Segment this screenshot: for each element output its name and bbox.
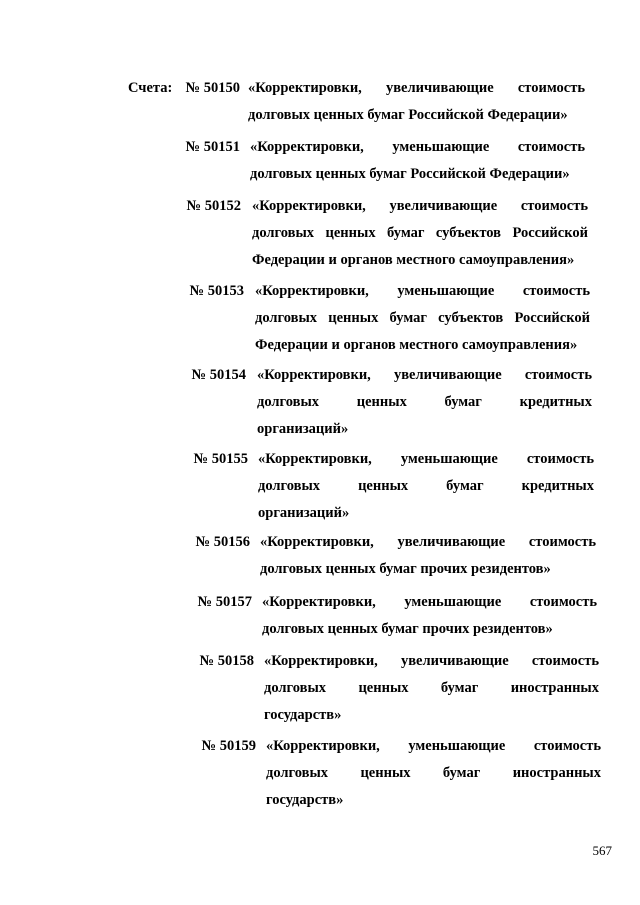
description-line: государств» xyxy=(266,792,344,808)
description-line: долговых ценных бумаг иностранных xyxy=(266,765,601,781)
account-description xyxy=(250,134,585,188)
account-description xyxy=(257,362,592,443)
description-line: «Корректировки, увеличивающие стоимость xyxy=(252,198,588,214)
description-line: «Корректировки, уменьшающие стоимость xyxy=(250,139,585,155)
description-line: «Корректировки, уменьшающие стоимость xyxy=(262,594,597,610)
account-description xyxy=(266,733,601,814)
description-line: долговых ценных бумаг Российской Федерации» xyxy=(250,166,570,182)
account-description xyxy=(255,278,590,359)
accounts-prefix: Счета: xyxy=(128,80,173,96)
description-line: долговых ценных бумаг субъектов Российской xyxy=(255,310,590,326)
description-line: организаций» xyxy=(257,421,349,437)
account-description xyxy=(262,589,597,643)
description-line: «Корректировки, увеличивающие стоимость xyxy=(264,653,599,669)
description-line: долговых ценных бумаг иностранных xyxy=(264,680,599,696)
description-line: долговых ценных бумаг кредитных xyxy=(258,478,594,494)
description-line: долговых ценных бумаг прочих резидентов» xyxy=(262,621,553,637)
account-number: № 50158 xyxy=(199,653,254,669)
description-line: «Корректировки, увеличивающие стоимость xyxy=(257,367,592,383)
account-description xyxy=(264,648,599,729)
description-line: Федерации и органов местного самоуправления» xyxy=(252,252,575,268)
account-description xyxy=(260,529,596,583)
description-line: организаций» xyxy=(258,505,350,521)
account-description xyxy=(258,446,594,527)
account-number: № 50159 xyxy=(201,738,256,754)
account-number: № 50152 xyxy=(186,198,241,214)
account-number: № 50153 xyxy=(189,283,244,299)
description-line: долговых ценных бумаг субъектов Российской xyxy=(252,225,588,241)
description-line: долговых ценных бумаг кредитных xyxy=(257,394,592,410)
account-number: № 50154 xyxy=(191,367,246,383)
description-line: «Корректировки, уменьшающие стоимость xyxy=(266,738,601,754)
account-description xyxy=(248,75,585,129)
description-line: «Корректировки, уменьшающие стоимость xyxy=(255,283,590,299)
account-number: № 50157 xyxy=(197,594,252,610)
account-number: № 50155 xyxy=(193,451,248,467)
account-number: № 50151 xyxy=(185,139,240,155)
description-line: государств» xyxy=(264,707,342,723)
description-line: долговых ценных бумаг Российской Федерации» xyxy=(248,107,568,123)
description-line: Федерации и органов местного самоуправления» xyxy=(255,337,578,353)
page-number: 567 xyxy=(592,843,612,858)
account-number: № 50156 xyxy=(195,534,250,550)
description-line: долговых ценных бумаг прочих резидентов» xyxy=(260,561,551,577)
description-line: «Корректировки, увеличивающие стоимость xyxy=(260,534,596,550)
description-line: «Корректировки, уменьшающие стоимость xyxy=(258,451,594,467)
account-number: № 50150 xyxy=(185,80,240,96)
account-description xyxy=(252,193,588,274)
description-line: «Корректировки, увеличивающие стоимость xyxy=(248,80,585,96)
